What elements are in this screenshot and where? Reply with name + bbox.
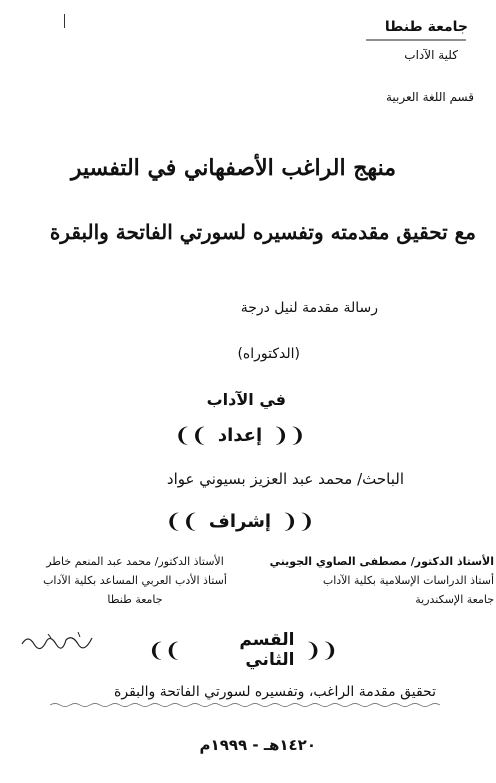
university-name: جامعة طنطا [384, 19, 468, 35]
ornament-right-icon: ❨❨ [281, 509, 315, 533]
part-heading-text: القسم الثاني [239, 630, 295, 670]
ornament-left-icon: ❩❩ [174, 423, 208, 447]
faculty-name: كلية الآداب [404, 48, 458, 62]
ornament-left-icon: ❩❩ [165, 509, 199, 533]
main-title: منهج الراغب الأصفهاني في التفسير [70, 155, 396, 181]
researcher-name: الباحث/ محمد عبد العزيز بسيوني عواد [166, 470, 404, 488]
degree-name: (الدكتوراه) [237, 346, 300, 362]
sub-title: مع تحقيق مقدمته وتفسيره لسورتي الفاتحة والبقرة [49, 220, 476, 244]
part-description: تحقيق مقدمة الراغب، وتفسيره لسورتي الفاتحة والبقرة [114, 684, 436, 700]
supervisor-2-institution: جامعة طنطا [107, 593, 163, 606]
signature-icon [18, 628, 98, 652]
supervisor-2-name: الأستاذ الدكتور/ محمد عبد المنعم خاطر [46, 555, 224, 568]
university-underline [366, 38, 466, 42]
degree-field: في الآداب [206, 390, 286, 409]
part-heading [148, 630, 338, 670]
supervisor-2-position: أستاذ الأدب العربي المساعد بكلية الآداب [43, 574, 227, 587]
preparation-heading [150, 422, 330, 448]
margin-tick [64, 14, 65, 28]
department-name: قسم اللغة العربية [385, 90, 474, 104]
ornament-left-icon: ❩❩ [148, 638, 182, 662]
wavy-underline-icon [50, 702, 440, 708]
supervision-heading-text: إشراف [208, 510, 272, 532]
preparation-heading-text: إعداد [217, 424, 263, 446]
supervisor-1 [270, 552, 494, 609]
supervision-heading [155, 508, 325, 534]
ornament-right-icon: ❨❨ [304, 638, 338, 662]
supervisor-1-name: الأستاذ الدكتور/ مصطفى الصاوي الجويني [269, 555, 494, 568]
date: ١٤٢٠هـ - ١٩٩٩م [199, 736, 316, 754]
degree-line: رسالة مقدمة لنيل درجة [240, 300, 378, 316]
supervisor-1-position: أستاذ الدراسات الإسلامية بكلية الآداب [322, 574, 494, 587]
supervisor-2 [20, 552, 250, 609]
ornament-right-icon: ❨❨ [272, 423, 306, 447]
supervisor-1-institution: جامعة الإسكندرية [415, 593, 494, 606]
